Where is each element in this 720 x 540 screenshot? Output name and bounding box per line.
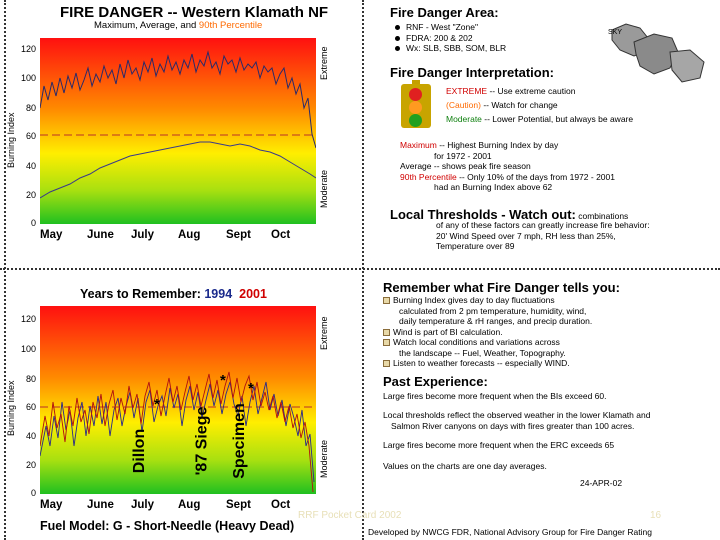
fuel-model-label: Fuel Model: G - Short-Needle (Heavy Dead) <box>40 519 295 533</box>
fire-label-specimen: Specimen <box>230 403 248 479</box>
top-ytick: 40 <box>25 161 36 171</box>
bottom-ytick: 100 <box>20 344 36 354</box>
top-chart-plot <box>40 38 316 224</box>
level-extreme: EXTREME -- Use extreme caution <box>446 86 576 96</box>
checkbox-icon <box>383 360 390 367</box>
top-month: June <box>87 229 114 241</box>
top-ytick: 120 <box>20 44 36 54</box>
top-chart-title: FIRE DANGER -- Western Klamath NF <box>60 4 329 21</box>
interpretation-heading: Fire Danger Interpretation: <box>390 65 554 80</box>
fire-marker-icon: * <box>248 380 254 397</box>
faint-footer-left: RRF Pocket Card 2002 <box>298 510 402 521</box>
remember-item: Wind is part of BI calculation. <box>383 327 592 338</box>
subtitle-highlight: 90th Percentile <box>198 20 263 31</box>
top-month: Aug <box>178 229 201 241</box>
experience-p1: Large fires become more frequent when the BIs exceed 60. <box>383 391 607 401</box>
date-stamp: 24-APR-02 <box>580 478 623 488</box>
experience-heading: Past Experience: <box>383 374 488 389</box>
fire-area-heading: Fire Danger Area: <box>390 5 499 20</box>
level-moderate: Moderate -- Lower Potential, but always be aware <box>446 114 634 124</box>
bottom-ytick: 0 <box>30 488 36 498</box>
map-label: SKY <box>608 29 623 36</box>
subtitle-prefix: Maximum, Average, and <box>94 20 199 31</box>
traffic-light-icon <box>398 80 434 128</box>
maximum-line <box>40 52 316 148</box>
remember-list: Burning Index gives day to day fluctuations calculated from 2 pm temperature, humidity, wind, daily temperature & rH ranges, and precip duration. Wind is part of BI calculation. Watch local conditions and variations across the landscape -- Fuel, Weather, Topography. Listen to weather forecasts -- especially WIND. <box>383 295 592 369</box>
thresholds-heading: Local Thresholds - Watch out: combinations <box>390 207 629 222</box>
bottom-zone-extreme: Extreme <box>319 316 329 350</box>
experience-p2: Local thresholds reflect the observed weather in the lower Klamath and Salmon River canyons on days with fires greater than 100 acres. <box>383 410 651 431</box>
bottom-chart-title: Years to Remember: 1994 2001 <box>80 287 267 301</box>
top-month: July <box>131 229 155 241</box>
bottom-chart-plot <box>40 306 316 494</box>
remember-item: Burning Index gives day to day fluctuations <box>383 295 592 306</box>
bottom-month: Aug <box>178 499 201 511</box>
fire-label-siege: '87 Siege <box>193 406 211 476</box>
interpretation-notes: Maximum -- Highest Burning Index by day for 1972 - 2001 Average -- shows peak fire season 90th Percentile -- Only 10% of the days from 1972 - 2001 had an Burning Index above 62 <box>400 140 615 192</box>
fire-marker-icon: * <box>154 396 160 413</box>
checkbox-icon <box>383 329 390 336</box>
top-ytick: 0 <box>30 218 36 228</box>
bottom-month: May <box>40 499 63 511</box>
checkbox-icon <box>383 339 390 346</box>
top-month: May <box>40 229 63 241</box>
bottom-ytick: 60 <box>25 402 36 412</box>
bottom-month: July <box>131 499 155 511</box>
year2-line <box>40 372 313 492</box>
fire-marker-icon: * <box>220 372 226 389</box>
experience-p4: Values on the charts are one day averages. <box>383 461 547 471</box>
bottom-month: June <box>87 499 114 511</box>
fire-area-item: RNF - West "Zone" <box>395 22 506 33</box>
top-chart-subtitle <box>94 20 262 31</box>
level-caution: (Caution) -- Watch for change <box>446 100 558 110</box>
top-ytick: 100 <box>20 73 36 83</box>
fire-area-item: FDRA: 200 & 202 <box>395 33 506 44</box>
faint-footer-right: 16 <box>650 510 662 521</box>
top-chart-lines <box>40 38 316 224</box>
top-ytick: 20 <box>25 190 36 200</box>
remember-item: Watch local conditions and variations across <box>383 337 592 348</box>
bottom-month: Sept <box>226 499 251 511</box>
thresholds-lines: of any of these factors can greatly increase fire behavior: 20' Wind Speed over 7 mph, RH less than 25%, Temperature over 89 <box>436 220 650 251</box>
top-month: Sept <box>226 229 251 241</box>
average-line <box>40 142 316 198</box>
experience-p3: Large fires become more frequent when the ERC exceeds 65 <box>383 440 615 450</box>
top-zone-moderate: Moderate <box>319 169 329 208</box>
top-ylabel: Burning Index <box>6 112 16 168</box>
area-map-icon <box>606 12 714 84</box>
bottom-ytick: 40 <box>25 431 36 441</box>
developed-by: Developed by NWCG FDR, National Advisory Group for Fire Danger Rating <box>368 527 652 537</box>
bottom-zone-moderate: Moderate <box>319 439 329 478</box>
bottom-ytick: 20 <box>25 460 36 470</box>
remember-item: Listen to weather forecasts -- especially WIND. <box>383 358 592 369</box>
top-zone-extreme: Extreme <box>319 46 329 80</box>
bottom-ylabel: Burning Index <box>6 380 16 436</box>
top-month: Oct <box>271 229 291 241</box>
remember-heading: Remember what Fire Danger tells you: <box>383 280 620 295</box>
bottom-chart-lines <box>40 306 316 494</box>
top-ytick: 60 <box>25 131 36 141</box>
bottom-ytick: 120 <box>20 314 36 324</box>
checkbox-icon <box>383 297 390 304</box>
bottom-month: Oct <box>271 499 291 511</box>
fire-label-dillon: Dillon <box>131 428 149 474</box>
fire-area-item: Wx: SLB, SBB, SOM, BLR <box>395 43 506 54</box>
fire-area-list <box>395 22 506 54</box>
top-ytick: 80 <box>25 103 36 113</box>
bottom-ytick: 80 <box>25 374 36 384</box>
